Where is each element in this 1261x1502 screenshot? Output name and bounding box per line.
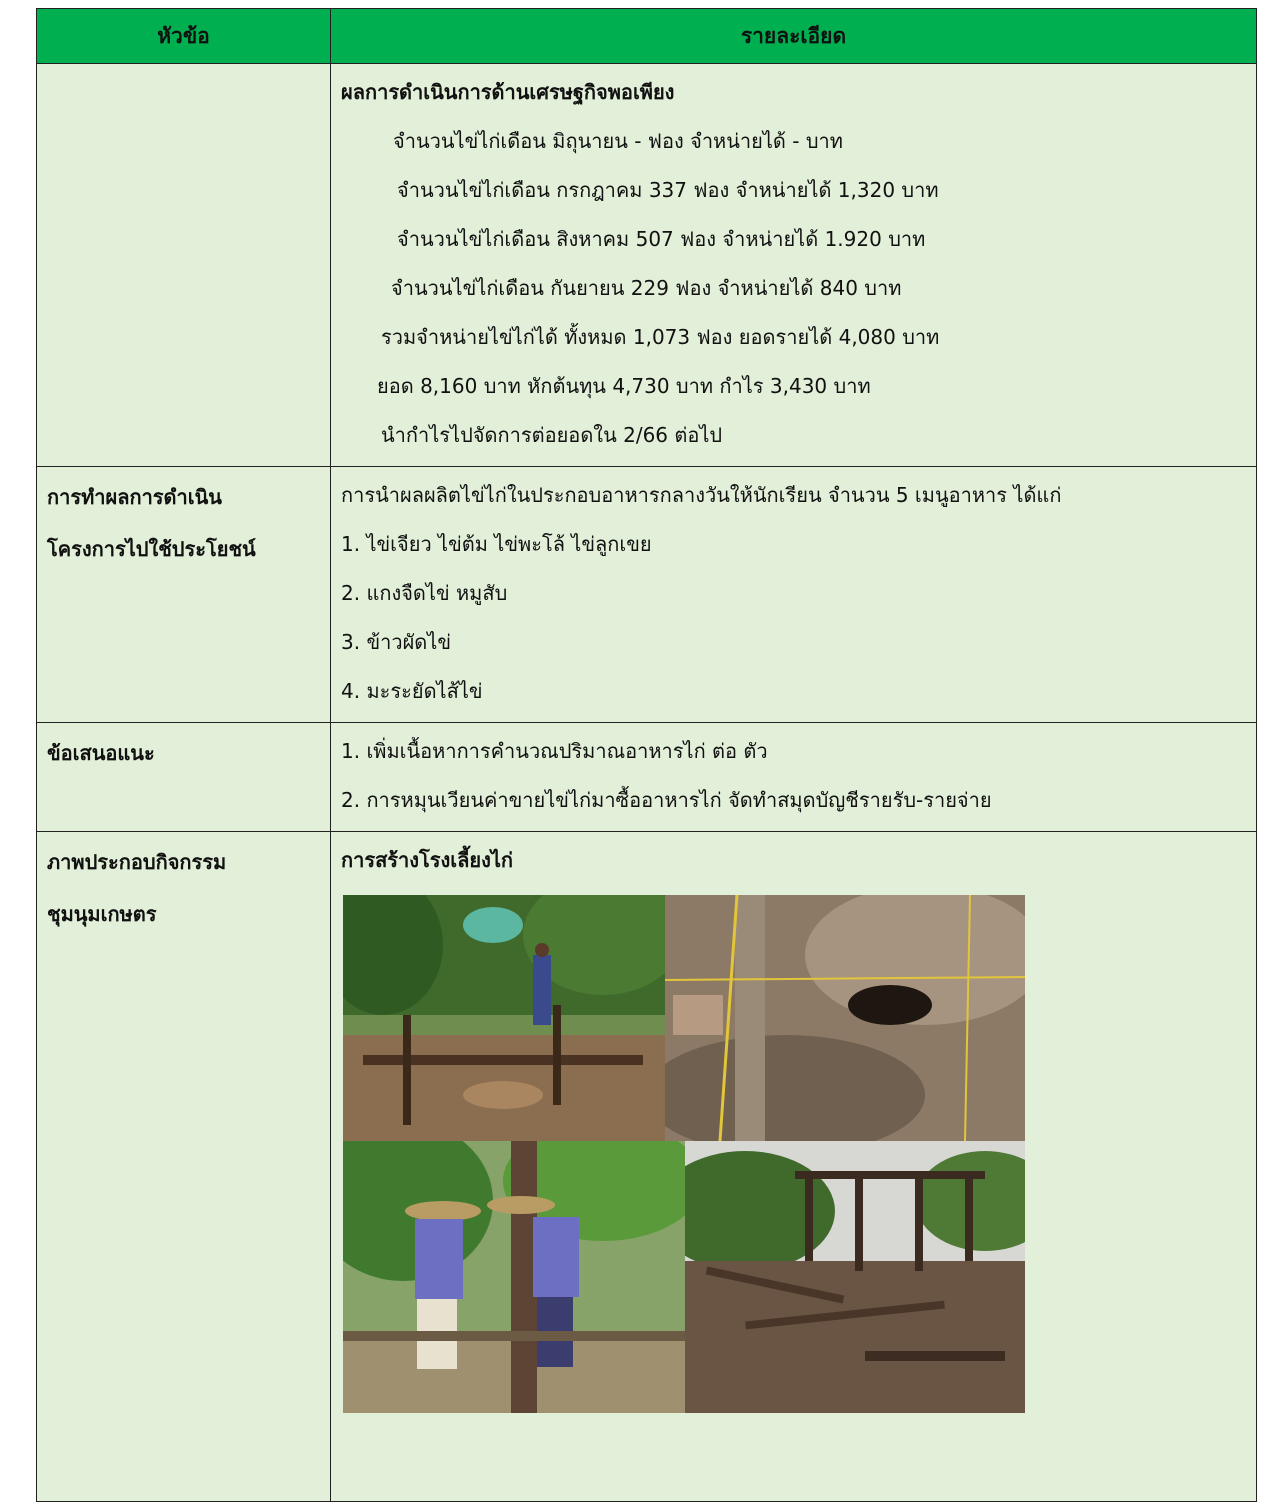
suggestion-line-1: 1. เพิ่มเนื้อหาการคำนวณปริมาณอาหารไก่ ต่อ ตัว [341, 739, 768, 763]
usage-topic-cell [37, 467, 331, 723]
suggestion-detail-cell [331, 723, 1257, 832]
economy-line-september: จำนวนไข่ไก่เดือน กันยายน 229 ฟอง จำหน่ายได้ 840 บาท [391, 276, 902, 300]
usage-menu-3: 3. ข้าวผัดไข่ [341, 630, 452, 654]
usage-detail-cell [331, 467, 1257, 723]
economy-line-august: จำนวนไข่ไก่เดือน สิงหาคม 507 ฟอง จำหน่ายได้ 1.920 บาท [397, 227, 926, 251]
economy-line-total: รวมจำหน่ายไข่ไก่ได้ ทั้งหมด 1,073 ฟอง ยอดรายได้ 4,080 บาท [381, 325, 940, 349]
suggestion-topic: ข้อเสนอแนะ [47, 741, 155, 765]
usage-row [37, 467, 1257, 723]
photo-roof-frame [685, 1141, 1025, 1413]
usage-menu-2: 2. แกงจืดไข่ หมูสับ [341, 581, 508, 605]
activity-title: การสร้างโรงเลี้ยงไก่ [341, 848, 514, 872]
activity-topic-cell [37, 832, 331, 1502]
suggestion-row [37, 723, 1257, 832]
photo-workers-post [343, 1141, 685, 1413]
usage-topic-line2: โครงการไปใช้ประโยชน์ [47, 537, 256, 561]
header-topic: หัวข้อ [37, 9, 331, 64]
header-detail: รายละเอียด [331, 9, 1257, 64]
photo-garden-frame [343, 895, 665, 1141]
table-header-row [37, 9, 1257, 64]
economy-topic-cell [37, 64, 331, 467]
usage-topic-line1: การทำผลการดำเนิน [47, 485, 222, 509]
usage-menu-4: 4. มะระยัดไส้ไข่ [341, 679, 483, 703]
economy-title: ผลการดำเนินการด้านเศรษฐกิจพอเพียง [341, 80, 675, 104]
photo-collage [341, 895, 1031, 1415]
activity-detail-cell [331, 832, 1257, 1502]
economy-line-next: นำกำไรไปจัดการต่อยอดใน 2/66 ต่อไป [381, 423, 723, 447]
economy-detail-cell [331, 64, 1257, 467]
economy-row [37, 64, 1257, 467]
report-table [36, 8, 1257, 1502]
suggestion-topic-cell [37, 723, 331, 832]
usage-menu-1: 1. ไข่เจียว ไข่ต้ม ไข่พะโล้ ไข่ลูกเขย [341, 532, 652, 556]
economy-line-june: จำนวนไข่ไก่เดือน มิถุนายน - ฟอง จำหน่ายได้ - บาท [393, 129, 843, 153]
usage-intro: การนำผลผลิตไข่ไก่ในประกอบอาหารกลางวันให้นักเรียน จำนวน 5 เมนูอาหาร ได้แก่ [341, 483, 1062, 507]
activity-topic-line2: ชุมนุมเกษตร [47, 902, 157, 926]
suggestion-line-2: 2. การหมุนเวียนค่าขายไข่ไก่มาซื้ออาหารไก่ จัดทำสมุดบัญชีรายรับ-รายจ่าย [341, 788, 992, 812]
photo-post-hole [665, 895, 1025, 1141]
activity-row [37, 832, 1257, 1502]
activity-topic-line1: ภาพประกอบกิจกรรม [47, 850, 227, 874]
economy-line-profit: ยอด 8,160 บาท หักต้นทุน 4,730 บาท กำไร 3,430 บาท [377, 374, 871, 398]
economy-line-july: จำนวนไข่ไก่เดือน กรกฎาคม 337 ฟอง จำหน่ายได้ 1,320 บาท [397, 178, 939, 202]
